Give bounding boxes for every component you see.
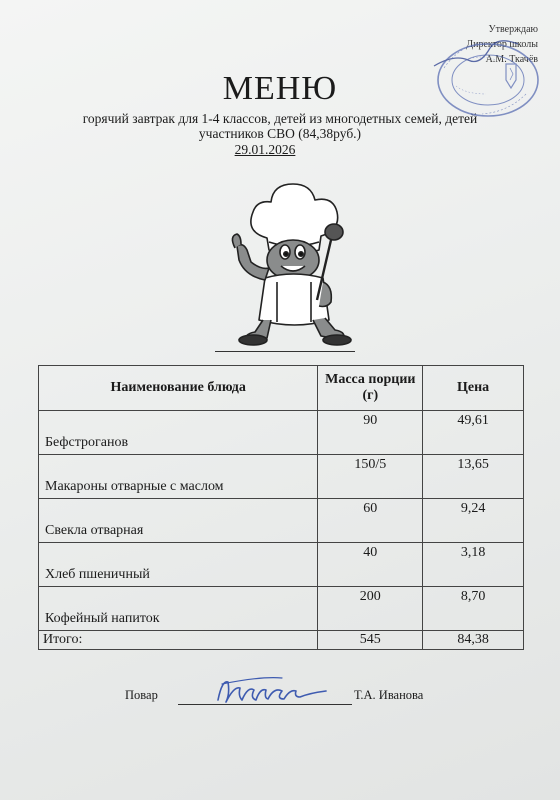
divider-line	[215, 351, 355, 352]
dish-price: 8,70	[423, 587, 524, 631]
menu-table	[38, 365, 524, 650]
approval-line-1: Утверждаю	[488, 24, 538, 35]
total-price: 84,38	[423, 631, 524, 650]
table-header-row	[39, 366, 524, 411]
dish-price: 49,61	[423, 411, 524, 455]
chef-cartoon-icon	[205, 160, 365, 350]
page-title: МЕНЮ	[222, 70, 338, 107]
table-row	[39, 411, 524, 455]
menu-subtitle: горячий завтрак для 1-4 классов, детей из многодетных семей, детей участников СВО (84,38руб.)	[82, 111, 478, 141]
dish-mass: 90	[318, 411, 423, 455]
header-dish-name: Наименование блюда	[39, 366, 318, 411]
approval-line-3: А.М. Ткачёв	[485, 54, 538, 65]
table-total-row	[39, 631, 524, 650]
dish-name: Хлеб пшеничный	[39, 543, 318, 587]
dish-name: Кофейный напиток	[39, 587, 318, 631]
handwritten-signature-icon	[212, 674, 342, 706]
cook-name: Т.А. Иванова	[354, 688, 424, 702]
dish-name: Бефстроганов	[39, 411, 318, 455]
dish-price: 9,24	[423, 499, 524, 543]
table-row	[39, 587, 524, 631]
cook-role-label: Повар	[125, 688, 158, 702]
dish-name: Свекла отварная	[39, 499, 318, 543]
header-portion-mass: Масса порции (г)	[318, 366, 423, 411]
table-row	[39, 543, 524, 587]
dish-mass: 40	[318, 543, 423, 587]
dish-mass: 150/5	[318, 455, 423, 499]
dish-price: 13,65	[423, 455, 524, 499]
approval-line-2: Директор школы	[466, 39, 538, 50]
table-row	[39, 499, 524, 543]
menu-date: 29.01.2026	[234, 142, 296, 157]
dish-mass: 200	[318, 587, 423, 631]
table-row	[39, 455, 524, 499]
school-seal-stamp-icon	[426, 28, 546, 118]
total-label: Итого:	[39, 631, 318, 650]
dish-price: 3,18	[423, 543, 524, 587]
total-mass: 545	[318, 631, 423, 650]
dish-mass: 60	[318, 499, 423, 543]
header-price: Цена	[423, 366, 524, 411]
dish-name: Макароны отварные с маслом	[39, 455, 318, 499]
